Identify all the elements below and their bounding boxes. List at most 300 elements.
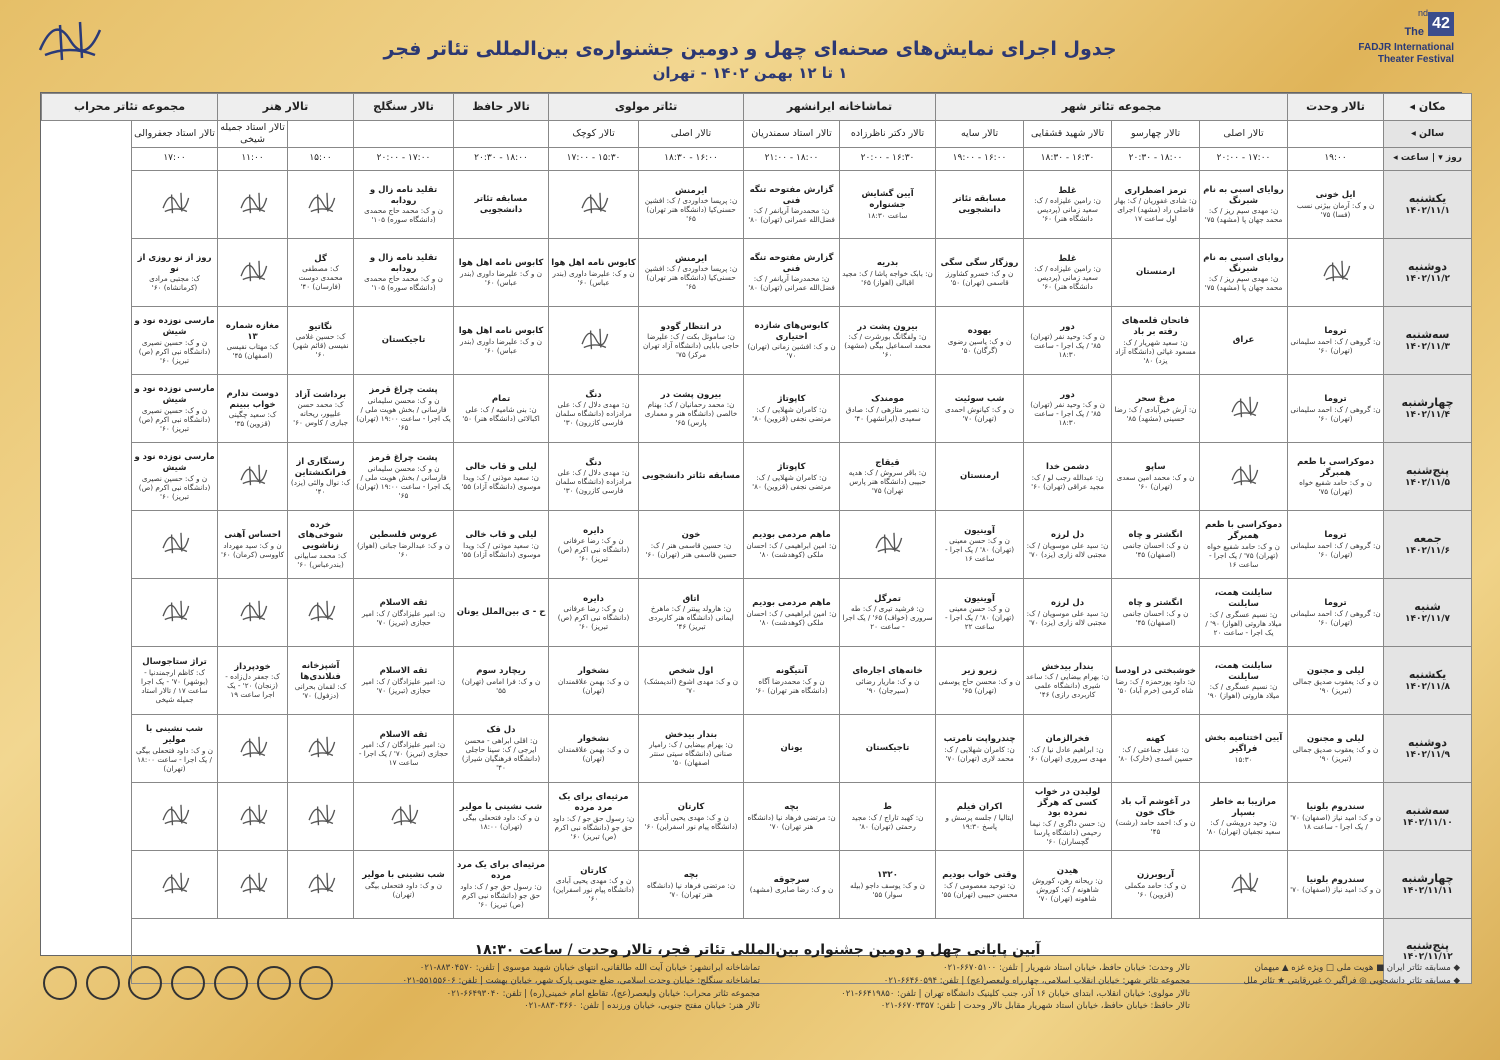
performance-cell	[1024, 851, 1112, 919]
show-credits: ن و ک: مهدی یحیی آبادی (دانشگاه پیام نور اسفراین) ۶۰'	[552, 876, 635, 904]
show-title: مسابقه تئاتر دانشجویی	[953, 193, 1006, 215]
show-title: گزارش مفتوحه تنگه فنی	[749, 184, 834, 206]
show-title: عروس فلسطین	[369, 530, 438, 541]
show-title: ایرمنش	[674, 253, 708, 264]
day-label	[1384, 171, 1472, 239]
performance-cell	[132, 783, 218, 851]
venue-iranshahr: تماشاخانه ایرانشهر	[744, 94, 936, 121]
show-title: لیلی و مجنون	[1306, 666, 1365, 677]
show-credits: ن و ک: محسن سلیمانی فارسانی / بخش هویت ملی / یک اجرا - ساعت ۱۹:۰۰ (تهران) ۶۵'	[356, 395, 451, 432]
day-row	[42, 171, 1472, 239]
performance-cell	[840, 307, 936, 375]
show-title: ارمنستان	[959, 471, 1000, 482]
performance-cell	[639, 239, 744, 307]
show-credits: ن: اقلی ابراهی - محسن ایرجی / ک: سینا حاجلی (دانشگاه فرهنگیان شیراز) ۴۰'	[461, 735, 541, 772]
performance-cell	[1024, 511, 1112, 579]
performance-cell	[639, 579, 744, 647]
show-title: کابوس نامه اهل هوا	[458, 258, 544, 269]
show-title: دموکراسی با طعم همبرگر	[1205, 520, 1282, 541]
performance-cell	[354, 783, 454, 851]
performance-cell	[744, 239, 840, 307]
show-title: ثقه الاسلام	[379, 729, 428, 740]
show-title: آشپزخانه فنلاندی‌ها	[300, 660, 341, 682]
performance-cell	[454, 511, 549, 579]
performance-cell	[1112, 715, 1200, 783]
show-credits: ن: سید علی موسویان / ک: مجتبی لاله زاری (یزد) ۷۰'	[1026, 540, 1109, 559]
time-header: ۱۷:۰۰	[132, 148, 218, 171]
show-title: ثقه الاسلام	[379, 598, 428, 609]
day-date: ۱۴۰۲/۱۱/۲	[1405, 273, 1451, 284]
performance-cell	[840, 375, 936, 443]
day-row	[42, 511, 1472, 579]
show-credits: ک: مهتاب نفیسی (اصفهان) ۴۵'	[226, 342, 279, 361]
performance-cell	[1112, 443, 1200, 511]
show-title: شب سوئیت	[954, 394, 1005, 405]
show-credits: ک: حسین غلامی نفیسی (قائم شهر) ۶۰'	[292, 332, 349, 360]
performance-cell	[1200, 783, 1288, 851]
hall-header: تالار شهید قشقایی	[1024, 121, 1112, 148]
show-title: بندار بیدخش	[1041, 661, 1094, 672]
day-date: ۱۴۰۲/۱۱/۹	[1405, 749, 1451, 760]
show-credits: ن و ک: حامد شفیع خواه (تهران) ۷۵'	[1299, 478, 1372, 497]
day-name: یکشنبه	[1408, 192, 1447, 205]
performance-cell	[936, 579, 1024, 647]
performance-cell	[288, 171, 354, 239]
day-name: پنج‌شنبه	[1406, 938, 1450, 952]
show-credits: ن: مهدی سیم ریز / ک: محمد جهان پا (مشهد) ۷۵'	[1204, 274, 1283, 293]
show-title: ترمز اضطراری	[1124, 185, 1187, 196]
show-credits: ن: باقر سروش / ک: هدیه حبیبی (دانشگاه هنر پارس تهران) ۷۵'	[848, 468, 927, 496]
hall-label: سالن ◂	[1384, 121, 1472, 148]
show-credits: ن و ک: آرمان بیژنی نسب (فسا) ۷۵'	[1296, 200, 1375, 219]
show-title: کابوس نامه اهل هوا	[458, 326, 544, 337]
show-credits: ن و ک: فرا امامی (تهران) ۵۵'	[461, 676, 541, 695]
festival-logo-icon	[236, 186, 270, 220]
show-credits: ن و ک: محمدرضا آگاه (دانشگاه هنر تهران) ۶۰'	[755, 676, 828, 695]
time-header: ۱۵:۰۰	[288, 148, 354, 171]
performance-cell	[454, 375, 549, 443]
show-title: در انتظار گودو	[660, 321, 722, 332]
show-credits: ن و ک: حسین نصیری (دانشگاه نبی اکرم (ص) تبریز) ۶۰'	[138, 473, 211, 501]
show-title: ماهم مردمی بودیم	[752, 598, 831, 609]
performance-cell	[1112, 511, 1200, 579]
performance-cell	[354, 647, 454, 715]
show-title: بیرون پشت در	[660, 389, 722, 400]
performance-cell	[936, 715, 1024, 783]
performance-cell	[1288, 307, 1384, 375]
performance-cell	[1200, 647, 1288, 715]
show-title: کهنه	[1145, 734, 1166, 745]
show-credits: ن: امین ابراهیمی / ک: احسان ملکی (کوهدشت) ۸۰'	[746, 540, 837, 559]
day-date: ۱۴۰۲/۱۱/۵	[1405, 477, 1451, 488]
show-credits: ن: بنی شامیه / ک: علی اکبالائی (دانشگاه هنر) ۵۰'	[462, 404, 540, 423]
hall-header	[454, 121, 549, 148]
show-credits: ک: نوال والئی (یزد) ۴۰'	[290, 478, 351, 497]
show-title: دوست ندارم خواب ببینم	[226, 388, 279, 410]
show-credits: ک: جعفر دل‌زاده - (زنجان) ۲۰' - یک اجرا ساعت ۱۹	[225, 672, 280, 700]
show-credits: ن: نسیم عسگری / ک: میلاد هاروتی (اهواز) ۹۰' / یک اجرا - ساعت ۲۰	[1205, 609, 1282, 637]
performance-cell	[1288, 171, 1384, 239]
performance-cell	[549, 851, 639, 919]
performance-cell	[744, 783, 840, 851]
show-credits: ن: کامران شهلایی / ک: محمد لاری (تهران) ۷۰'	[944, 744, 1015, 763]
show-title: احساس آهنی	[224, 530, 281, 541]
day-row	[42, 851, 1472, 919]
performance-cell	[354, 239, 454, 307]
day-name: یکشنبه	[1408, 668, 1447, 681]
performance-cell	[639, 307, 744, 375]
show-credits: ن: رسول حق جو / ک: داود حق جو (دانشگاه نبی اکرم (ص) تبریز) ۶۰'	[552, 813, 635, 841]
performance-cell	[549, 375, 639, 443]
show-title: لیلی و قاب خالی	[465, 530, 537, 541]
performance-cell	[132, 579, 218, 647]
day-date: ۱۴۰۲/۱۱/۱	[1405, 205, 1451, 216]
show-credits: ن: ساموئل بکت / ک: علیرضا حاجی بابایی (دانشگاه آزاد تهران مرکز) ۷۵'	[642, 332, 740, 360]
show-credits: ن: مرتضی فرهاد نیا (دانشگاه هنر تهران) ۷۰'	[646, 880, 736, 899]
hall-header	[354, 121, 454, 148]
show-credits: ن و ک: احسان جانمی (اصفهان) ۴۵'	[1122, 608, 1189, 627]
hall-header: تالار دکتر ناظرزاده	[840, 121, 936, 148]
performance-cell	[1288, 647, 1384, 715]
show-credits: ن: آرش خیرآبادی / ک: رضا حسینی (مشهد) ۸۵'	[1114, 404, 1197, 423]
show-title: بهوده	[967, 326, 992, 337]
performance-cell	[132, 851, 218, 919]
show-title: ثقه الاسلام	[379, 666, 428, 677]
show-title: دور	[1060, 389, 1075, 400]
show-title: مرغ سحر	[1135, 394, 1176, 405]
show-title: شب نشینی با مولیر	[145, 724, 204, 745]
show-title: دایره	[583, 525, 604, 536]
performance-cell	[454, 579, 549, 647]
show-title: مومندک	[871, 394, 904, 405]
show-credits: ن: مرتضی فرهاد نیا (دانشگاه هنر تهران) ۷۰'	[747, 812, 836, 831]
show-credits: ن و ک: محمد حاج محمدی (دانشگاه سوره) ۱۰۵'	[364, 206, 443, 225]
closing-ceremony: آیین پایانی چهل و دومین جشنواره بین‌المللی تئاتر فجر، تالار وحدت / ساعت ۱۸:۳۰	[132, 919, 1384, 984]
performance-cell	[639, 511, 744, 579]
day-date: ۱۴۰۲/۱۱/۱۰	[1402, 817, 1453, 828]
performance-cell	[132, 171, 218, 239]
day-row	[42, 307, 1472, 375]
show-credits: ن و ک: علیرضا داوری (بندر عباس) ۶۰'	[459, 336, 543, 355]
show-credits: ن: داود پورحمزه / ک: رضا شاه کرمی (خرم آباد) ۵۰'	[1115, 676, 1196, 695]
performance-cell	[1200, 443, 1288, 511]
performance-cell	[1288, 783, 1384, 851]
day-name: دوشنبه	[1408, 736, 1447, 749]
sponsor-icon	[86, 966, 120, 1000]
festival-logo-icon	[158, 186, 192, 220]
show-credits: ن: رامین علیزاده / ک: سعید زمانی (پردیس دانشگاه هنر) ۶۰'	[1034, 264, 1101, 292]
show-title: ارمنستان	[1135, 267, 1176, 278]
show-title: انگشتر و چاه	[1128, 598, 1183, 609]
show-title: بدریه	[876, 258, 899, 269]
day-date: ۱۴۰۲/۱۱/۶	[1405, 545, 1451, 556]
performance-cell	[1024, 375, 1112, 443]
performance-cell	[1288, 511, 1384, 579]
show-title: قیقاج	[875, 457, 900, 468]
day-label	[1384, 375, 1472, 443]
performance-cell	[288, 511, 354, 579]
show-title: روایای اسبی به نام شبرنگ	[1203, 252, 1284, 274]
day-label	[1384, 647, 1472, 715]
hall-header: تالار کوچک	[549, 121, 639, 148]
performance-cell	[454, 171, 549, 239]
performance-cell	[840, 715, 936, 783]
show-title: ماهم مردمی بودیم	[752, 530, 831, 541]
performance-cell	[549, 715, 639, 783]
performance-cell	[1112, 171, 1200, 239]
performance-cell	[744, 647, 840, 715]
performance-cell	[639, 783, 744, 851]
performance-cell	[288, 851, 354, 919]
performance-cell	[639, 647, 744, 715]
day-name: سه‌شنبه	[1405, 804, 1450, 817]
show-title: خوشبختی در اودسا	[1115, 666, 1196, 677]
sponsor-icon	[257, 966, 291, 1000]
performance-cell	[132, 647, 218, 715]
sponsor-icon	[171, 966, 205, 1000]
festival-logo-icon	[1319, 254, 1353, 288]
show-title: آیین اختتامیه بخش فراگیر	[1204, 733, 1283, 754]
performance-cell	[936, 443, 1024, 511]
performance-cell	[454, 715, 549, 783]
performance-cell	[1200, 171, 1288, 239]
performance-cell	[936, 851, 1024, 919]
show-credits: ن و ک: امید نیاز (اصفهان) ۷۰'	[1290, 885, 1381, 895]
show-credits: ن و ک: علیرضا داوری (بندر عباس) ۶۰'	[459, 268, 543, 287]
festival-logo-icon	[304, 866, 338, 900]
performance-cell	[1024, 715, 1112, 783]
performance-cell	[1288, 375, 1384, 443]
time-header: ۱۶:۰۰ - ۱۹:۰۰	[936, 148, 1024, 171]
show-title: پشت چراغ قرمز	[369, 453, 438, 464]
show-credits: ن: عقیل جماعتی / ک: حسین اسدی (خارک) ۸۰'	[1118, 744, 1193, 763]
day-name: پنج‌شنبه	[1406, 464, 1450, 477]
show-credits: ن: توحید معصومی / ک: محسن حبیبی (تهران) ۵۵'	[941, 880, 1018, 899]
performance-cell	[744, 511, 840, 579]
show-title: تاجیکستان	[865, 743, 910, 754]
festival-logo-icon	[1227, 866, 1261, 900]
performance-cell	[639, 851, 744, 919]
hall-header	[288, 121, 354, 148]
show-credits: ن و ک: ماریار رضائی (سیرجان) ۹۰'	[855, 676, 920, 695]
day-date: ۱۴۰۲/۱۱/۴	[1405, 409, 1451, 420]
show-title: گزارش مفتوحه تنگه فنی	[749, 252, 834, 274]
performance-cell	[639, 443, 744, 511]
show-credits: ن: بهرام بیضایی / ک: رامیار صنانی (دانشگاه سیتی سنتر اصفهان) ۵۰'	[649, 740, 733, 768]
show-title: خانه‌های اجاره‌ای	[852, 666, 923, 677]
show-title: بیرون پشت در	[857, 321, 918, 332]
show-title: تروما	[1324, 394, 1347, 405]
performance-cell	[840, 443, 936, 511]
show-title: خون	[681, 530, 701, 541]
venue-molavi: تئاتر مولوی	[549, 94, 744, 121]
performance-cell	[218, 171, 288, 239]
performance-cell	[1112, 783, 1200, 851]
performance-cell	[936, 239, 1024, 307]
performance-cell	[1288, 443, 1384, 511]
performance-cell	[1112, 851, 1200, 919]
performance-cell	[1112, 579, 1200, 647]
performance-cell	[744, 443, 840, 511]
performance-cell	[354, 715, 454, 783]
show-title: مرثیه‌ای برای یک مرد مرده	[457, 860, 545, 881]
performance-cell	[1200, 511, 1288, 579]
show-credits: ن و ک: رضا صابری (مشهد)	[749, 885, 834, 895]
hall-header: تالار چهارسو	[1112, 121, 1200, 148]
schedule-panel	[40, 92, 1462, 963]
performance-cell	[1200, 579, 1288, 647]
performance-cell	[549, 239, 639, 307]
festival-logo-icon	[871, 526, 905, 560]
performance-cell	[1024, 307, 1112, 375]
performance-cell	[1112, 307, 1200, 375]
performance-cell	[1024, 647, 1112, 715]
show-title: سندروم بلونیا	[1306, 874, 1365, 885]
day-row	[42, 715, 1472, 783]
show-title: کابوس‌های شازده احتیاری	[754, 320, 829, 342]
show-title: دل قک	[486, 725, 516, 736]
page-title: جدول اجرای نمایش‌های صحنه‌ای چهل و دومین جشنواره‌ی بین‌المللی تئاتر فجر	[383, 38, 1117, 60]
legend: ◆ مسابقه تئاتر ایران ■ هویت ملی □ ویژه غزه ▲ میهمان ◆ مسابقه تئاتر دانشجویی ◎ فراگیر ◇ غیررقابتی ★ تئاتر ملل	[1243, 963, 1460, 986]
time-header: ۱۷:۰۰ - ۲۰:۰۰	[354, 148, 454, 171]
performance-cell	[744, 579, 840, 647]
performance-cell	[744, 171, 840, 239]
day-name: جمعه	[1413, 532, 1442, 545]
show-credits: ن و ک: مهدی اشوع (اندیمشک) ۷۰'	[644, 676, 739, 695]
show-credits: ن و ک: حسن معینی (تهران) ۸۰' / یک اجرا - ساعت ۲۲	[944, 604, 1015, 632]
show-credits: ن و ک: حسین نصیری (دانشگاه نبی اکرم (ص) تبریز) ۶۰'	[138, 405, 211, 433]
show-title: تمام	[491, 394, 511, 405]
show-title: مارسی نوزده نود و شیش	[134, 452, 215, 473]
show-credits: ن و ک: احسان جانمی (اصفهان) ۴۵'	[1122, 540, 1189, 559]
show-title: بچه	[683, 870, 699, 881]
performance-cell	[1200, 307, 1288, 375]
performance-cell	[639, 375, 744, 443]
performance-cell	[1200, 851, 1288, 919]
performance-cell	[639, 171, 744, 239]
show-title: مرثیه‌ای برای یک مرد مرده	[558, 792, 629, 813]
show-credits: ن و ک: یاسین رضوی (گرگان) ۵۰'	[947, 336, 1012, 355]
performance-cell	[549, 579, 639, 647]
performance-cell	[840, 171, 936, 239]
festival-logo-icon	[577, 186, 611, 220]
performance-cell	[218, 851, 288, 919]
show-credits: ک: سعید چگینی (قزوین) ۳۵'	[228, 410, 277, 429]
show-credits: ک: لقمان بحرانی (دزفول) ۷۰'	[294, 682, 347, 701]
show-credits: ن و ک: رضا عرفانی (دانشگاه نبی اکرم (ص) تبریز) ۶۰'	[557, 536, 630, 564]
hall-header: تالار اصلی	[639, 121, 744, 148]
show-title: چندرواپت نامرتب	[943, 734, 1016, 745]
show-credits: ن: محمد رحمانیان / ک: بهنام خالصی (دانشگاه هنر و معماری پارس) ۶۵'	[644, 400, 738, 428]
show-credits: ن و ک: یوسف داجو (بیله سوار) ۵۵'	[850, 880, 925, 899]
performance-cell	[1200, 239, 1288, 307]
show-credits: ن: بابک خواجه پاشا / ک: مجید اقبالی (اهواز) ۶۵'	[842, 268, 933, 287]
show-credits: ن: کامران شهلایی / ک: مرتضی نجفی (قزوین) ۸۰'	[752, 404, 831, 423]
performance-cell	[549, 647, 639, 715]
performance-cell	[936, 375, 1024, 443]
performance-cell	[549, 307, 639, 375]
performance-cell	[218, 375, 288, 443]
show-credits: ن و ک: حامد مکملی (قزوین) ۶۰'	[1124, 880, 1187, 899]
show-credits: ن: فرشید تیری / ک: طه سروری (خواف) ۶۵' / یک اجرا - ساعت ۲۰	[842, 604, 933, 632]
performance-cell	[549, 783, 639, 851]
time-header: ۱۶:۳۰ - ۲۰:۰۰	[840, 148, 936, 171]
venue-theater-shahr: مجموعه تئاتر شهر	[936, 94, 1288, 121]
show-credits: ن: مهدی دلال / ک: علی مرادزاده (دانشگاه سلمان فارسی کازرون) ۳۰'	[555, 400, 632, 428]
hall-header: تالار استاد جمیله شیخی	[218, 121, 288, 148]
festival-logo-icon	[236, 458, 270, 492]
performance-cell	[354, 375, 454, 443]
venue-honar: تالار هنر	[218, 94, 354, 121]
performance-cell	[1200, 375, 1288, 443]
show-title: روزگار سگی سگی	[940, 258, 1019, 269]
performance-cell	[744, 375, 840, 443]
performance-cell	[288, 647, 354, 715]
show-title: روایای اسبی به نام شبرنگ	[1203, 184, 1284, 206]
venue-mehrab: مجموعه تئاتر محراب	[42, 94, 218, 121]
time-header: ۱۵:۳۰ - ۱۷:۰۰	[549, 148, 639, 171]
sponsor-icon	[299, 966, 333, 1000]
hall-header: تالار استاد جعفروالی	[132, 121, 218, 148]
sponsor-icon	[128, 966, 162, 1000]
show-credits: ن: امیر علیزادگان / ک: امیر حجازی (تبریز) ۷۰'	[361, 676, 446, 695]
performance-cell	[840, 579, 936, 647]
day-date: ۱۴۰۲/۱۱/۱۲	[1402, 952, 1453, 963]
festival-logo-icon	[158, 866, 192, 900]
show-credits: ن: شادی غفوریان / ک: بهار فاضلی راد (مشهد) اجرای اول ساعت ۱۷	[1114, 196, 1197, 224]
performance-cell	[744, 307, 840, 375]
addresses-2: تماشاخانه ایرانشهر: خیابان آیت الله طالقانی، انتهای خیابان شهید موسوی | تلفن: ۸۸۳۰۴۵۷۰-۰۲۱ تماشاخانه سنگلج: خیابان وحدت اسلامی، ضلع جنوبی پارک شهر، خیابان بهشت | تلفن: ۵۵۱۵۵۶۰۶-۰۲۱ مجموعه تئاتر محراب: خیابان ولیعصر(عج)، تقاطع امام خمینی(ره) | تلفن: ۶۶۴۹۳۰۴۰-۰۲۱ تالار هنر: خیابان مفتح جنوبی، خیابان ورزنده | تلفن: ۸۸۳۰۳۶۶۰-۰۲۱	[402, 963, 760, 1012]
show-credits: ن: بهرام بیضایی / ک: ساعد شیری (دانشگاه علمی کاربردی رازی) ۴۶'	[1026, 672, 1110, 700]
show-credits: ن و ک: احمد حامد (رشت) ۴۵'	[1115, 818, 1196, 837]
show-title: تقلید نامه زال و رودابه	[369, 184, 438, 206]
performance-cell	[132, 715, 218, 783]
festival-logo-icon	[236, 798, 270, 832]
show-credits: ن: هارولد پینتر / ک: ماهرخ ایمانی (دانشگاه هنر کاربردی تبریز) ۴۶'	[648, 604, 734, 632]
show-credits: ن و ک: حسن معینی (تهران) ۸۰' / یک اجرا - ساعت ۱۶	[944, 536, 1015, 564]
day-label	[1384, 851, 1472, 919]
show-credits: ن: امیر علیزادگان / ک: امیر حجازی (تبریز) ۷۰'	[361, 608, 446, 627]
show-title: لیلی و قاب خالی	[465, 462, 537, 473]
show-title: سندروم بلونیا	[1306, 802, 1365, 813]
show-credits: ن و ک: حامد شفیع خواه (تهران) ۷۵' / یک اجرا - ساعت ۱۶	[1207, 541, 1280, 569]
performance-cell	[936, 647, 1024, 715]
performance-cell	[1024, 579, 1112, 647]
show-credits: ن: کهبد تاراج / ک: مجید رحمتی (تهران) ۸۰'	[851, 812, 924, 831]
performance-cell	[840, 647, 936, 715]
show-credits: ن: گروهی / ک: احمد سلیمانی (تهران) ۶۰'	[1290, 540, 1381, 559]
show-title: ریچارد سوم	[476, 666, 526, 677]
show-credits: ن: حسین قاسمی هنر / ک: حسین قاسمی هنر (تهران) ۶۰'	[645, 540, 737, 559]
performance-cell	[288, 443, 354, 511]
show-credits: ۱۵:۳۰	[1234, 754, 1253, 764]
show-credits: ن: امیر علیزادگان / ک: امیر حجازی (تبریز) ۷۰' / یک اجرا - ساعت ۱۷	[358, 740, 449, 768]
page-subtitle: ۱ تا ۱۲ بهمن ۱۴۰۲ - تهران	[652, 64, 848, 82]
show-title: پشت چراغ قرمز	[369, 385, 438, 396]
performance-cell	[1024, 239, 1112, 307]
show-credits: ن: رامین علیزاده / ک: سعید زمانی (پردیس دانشگاه هنر) ۶۰'	[1034, 196, 1101, 224]
show-credits: ساعت ۱۸:۳۰	[867, 210, 908, 220]
day-row	[42, 783, 1472, 851]
show-credits: ن: امین ابراهیمی / ک: احسان ملکی (کوهدشت) ۸۰'	[746, 608, 837, 627]
performance-cell	[354, 171, 454, 239]
show-title: ط	[883, 802, 892, 813]
day-label	[1384, 239, 1472, 307]
show-title: یونان	[780, 743, 803, 754]
performance-cell	[549, 171, 639, 239]
show-credits: ن و ک: داود فتحعلی بیگی / یک اجرا - ساعت ۱۸:۰۰ (تهران)	[135, 745, 214, 773]
festival-logo-icon	[236, 866, 270, 900]
